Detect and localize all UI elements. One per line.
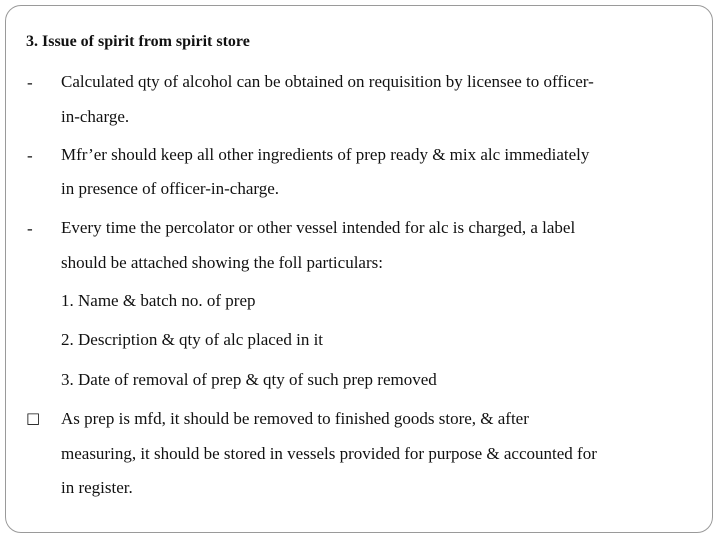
bullet-dash-marker: -	[27, 73, 33, 92]
bullet-3-line-1: Every time the percolator or other vessel intended for alc is charged, a label	[61, 218, 576, 237]
bullet-box-marker: □	[26, 409, 41, 427]
sub-item-1: 1. Name & batch no. of prep	[61, 291, 256, 310]
sub-item-3: 3. Date of removal of prep & qty of such prep removed	[61, 370, 437, 389]
bullet-dash-marker: -	[27, 146, 33, 165]
bullet-1-line-1: Calculated qty of alcohol can be obtained on requisition by licensee to officer-	[61, 72, 594, 91]
bullet-4-line-1: As prep is mfd, it should be removed to finished goods store, & after	[61, 409, 529, 428]
bullet-2-line-1: Mfr’er should keep all other ingredients of prep ready & mix alc immediately	[61, 145, 590, 164]
bullet-4-line-3: in register.	[61, 478, 133, 497]
bullet-4-line-2: measuring, it should be stored in vessels provided for purpose & accounted for	[61, 444, 597, 463]
bullet-1-line-2: in-charge.	[61, 107, 130, 126]
bullet-3-line-2: should be attached showing the foll particulars:	[61, 253, 383, 272]
sub-item-2: 2. Description & qty of alc placed in it	[61, 330, 324, 349]
bullet-dash-marker: -	[27, 219, 33, 238]
slide-title: 3. Issue of spirit from spirit store	[26, 33, 250, 50]
bullet-2-line-2: in presence of officer-in-charge.	[61, 179, 280, 198]
